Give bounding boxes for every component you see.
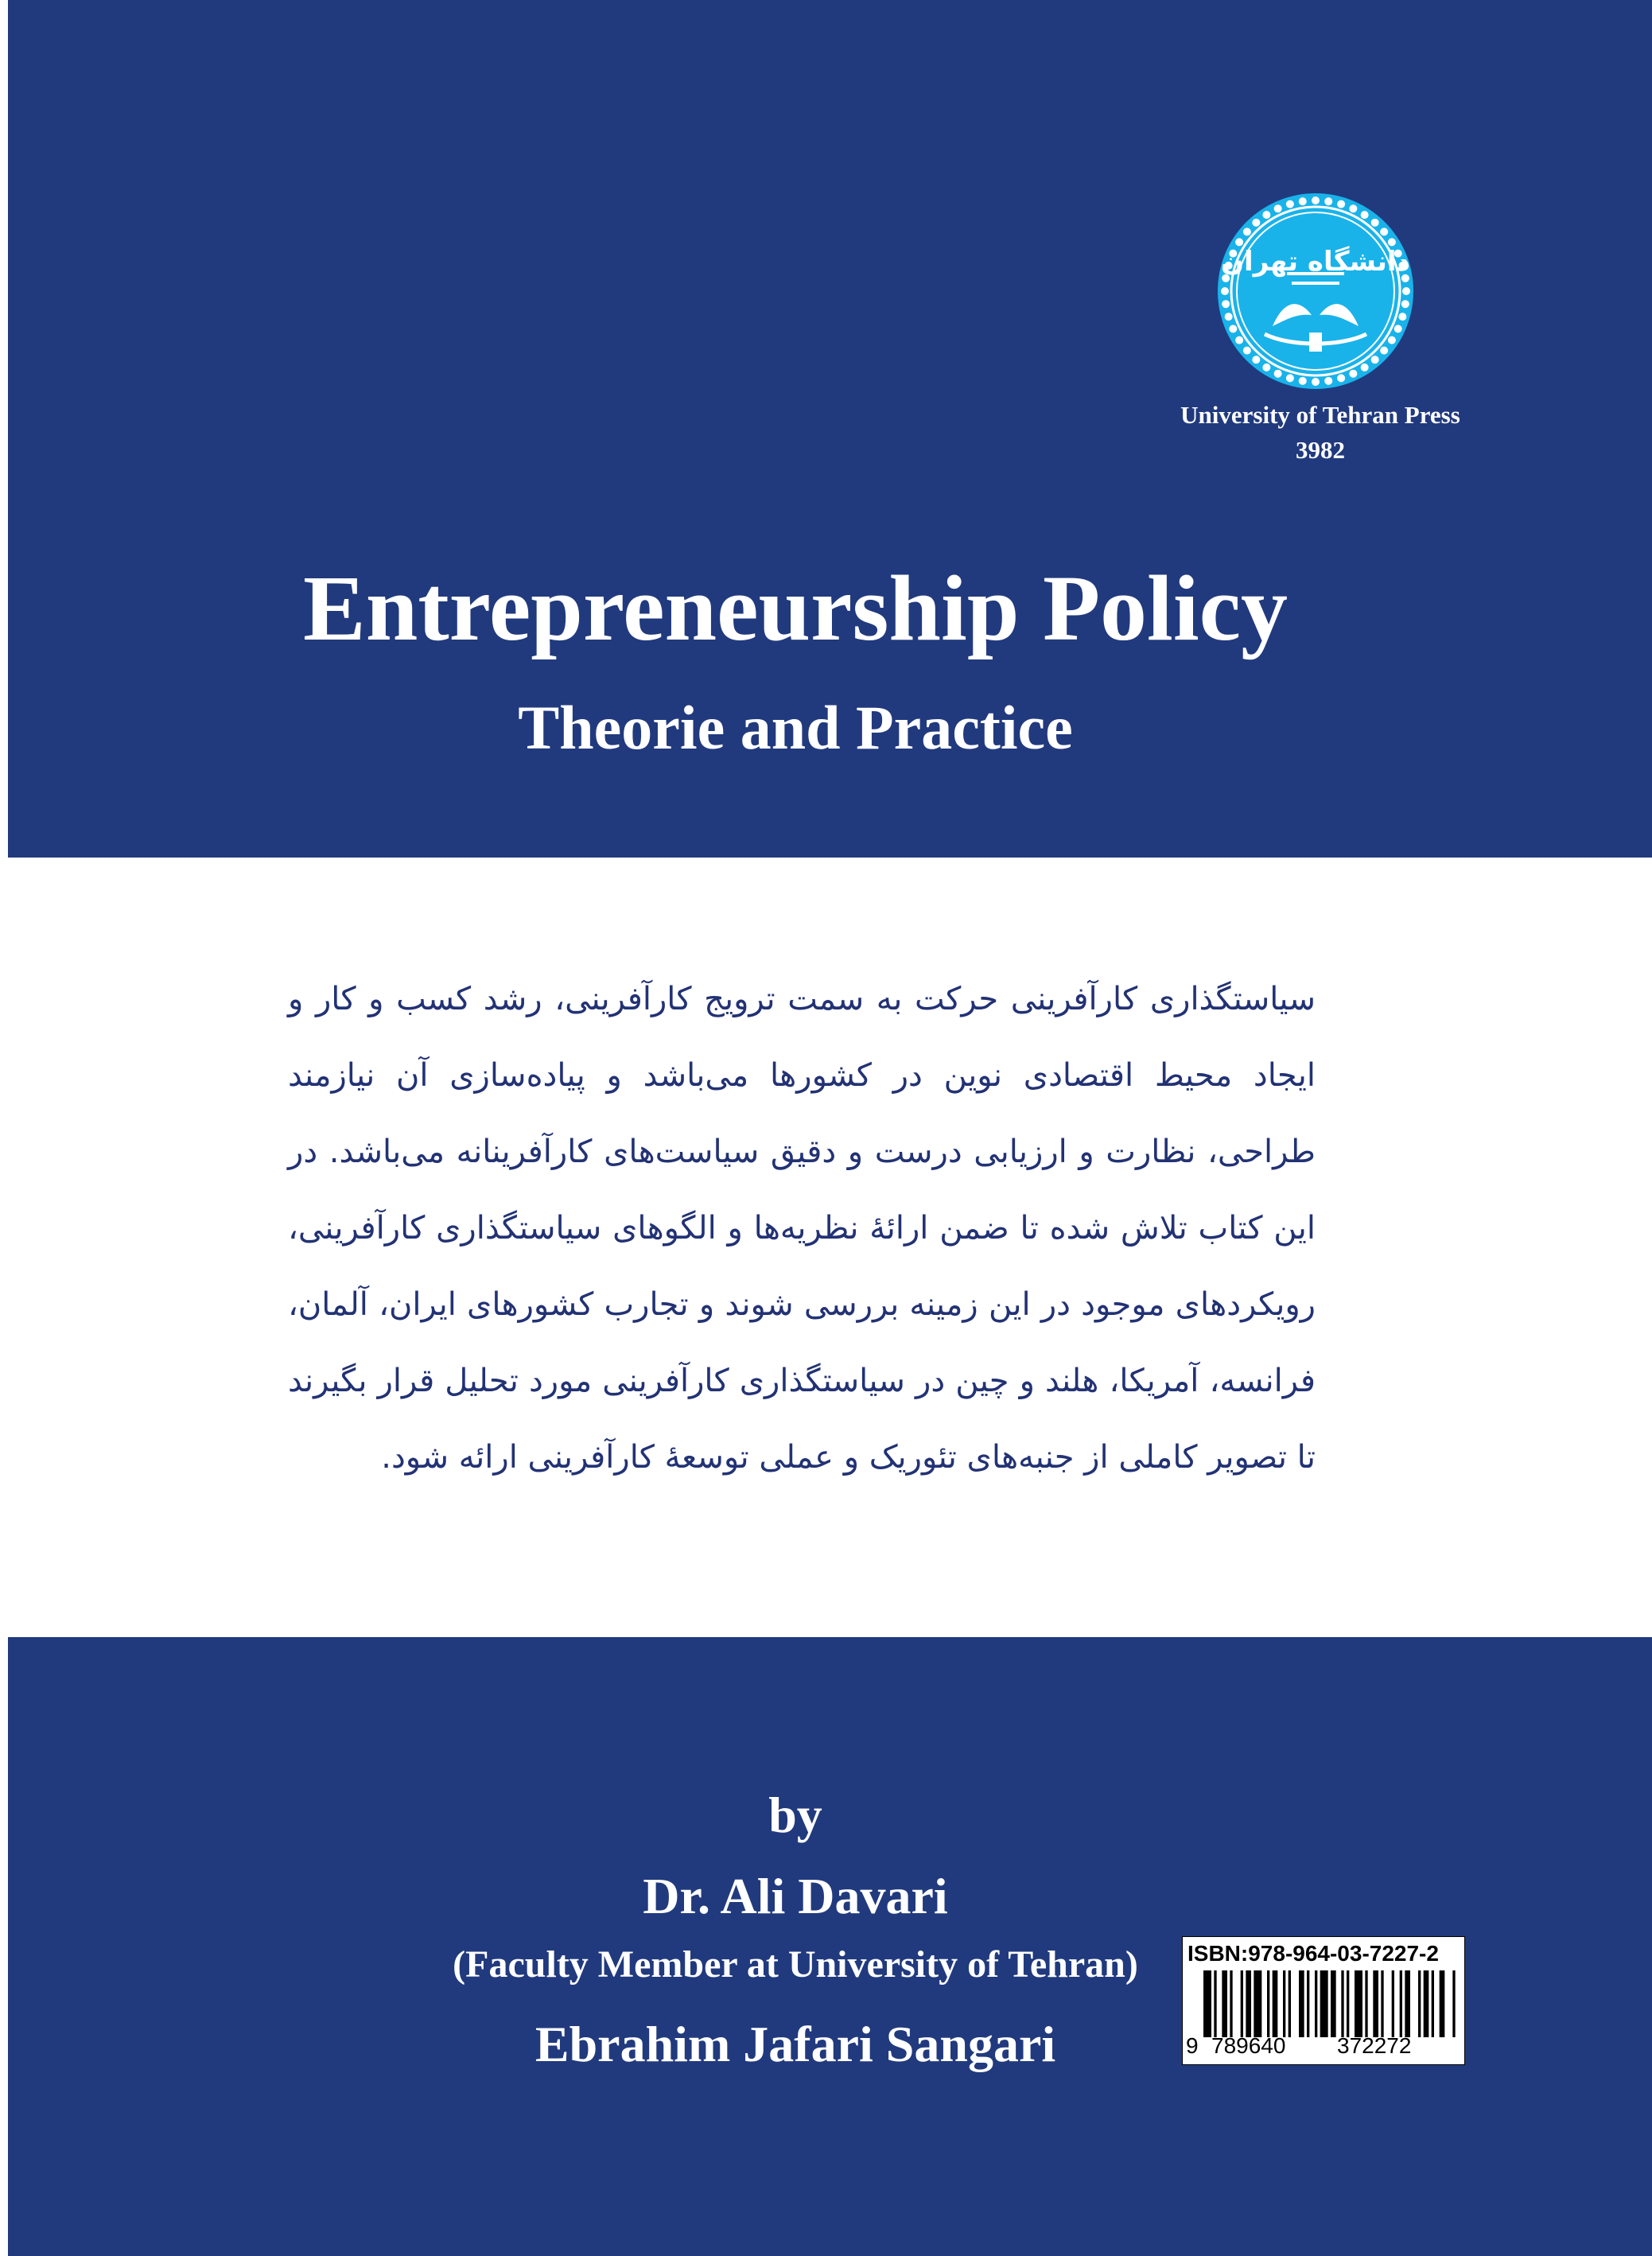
book-title: Entrepreneurship Policy [303, 556, 1288, 660]
logo-text: دانشگاه تهران [1221, 246, 1410, 278]
book-subtitle: Theorie and Practice [518, 693, 1073, 762]
barcode-digits-1: 9 [1186, 2033, 1199, 2058]
publisher-number: 3982 [1296, 436, 1345, 464]
barcode-digits-3: 372272 [1337, 2033, 1412, 2058]
abstract-text: سیاستگذاری کارآفرینی حرکت به سمت ترویج کارآفرینی، رشد کسب و کار و ایجاد محیط اقتصادی نوین در کشورها می‌باشد و پیاده‌سازی آن نیازمند طراحی، نظارت و ارزیابی درست و دقیق سیاست‌های کارآفرینانه می‌باشد. در این کتاب تلاش شده تا ضمن ارائۀ نظریه‌ها و الگوهای سیاستگذاری کارآفرینی، رویکردهای موجود در این زمینه بررسی شوند و تجارب کشورهای ایران، آلمان، فرانسه، آمریکا، هلند و چین در سیاستگذاری کارآفرینی مورد تحلیل قرار بگیرند تا تصویر کاملی از جنبه‌های تئوریک و عملی توسعۀ کارآفرینی ارائه شود. [288, 981, 1316, 1476]
publisher-name: University of Tehran Press [1180, 401, 1460, 429]
barcode-icon [1203, 1970, 1458, 2037]
author-1: Dr. Ali Davari [643, 1868, 948, 1924]
barcode-digits-2: 789640 [1211, 2033, 1286, 2058]
author-affiliation: (Faculty Member at University of Tehran) [453, 1943, 1138, 1986]
university-of-tehran-logo-icon [1215, 191, 1416, 391]
by-label: by [768, 1787, 822, 1843]
isbn-label: ISBN:978-964-03-7227-2 [1187, 1941, 1439, 1966]
author-2: Ebrahim Jafari Sangari [534, 2016, 1056, 2072]
isbn-barcode-box [1182, 1936, 1465, 2065]
